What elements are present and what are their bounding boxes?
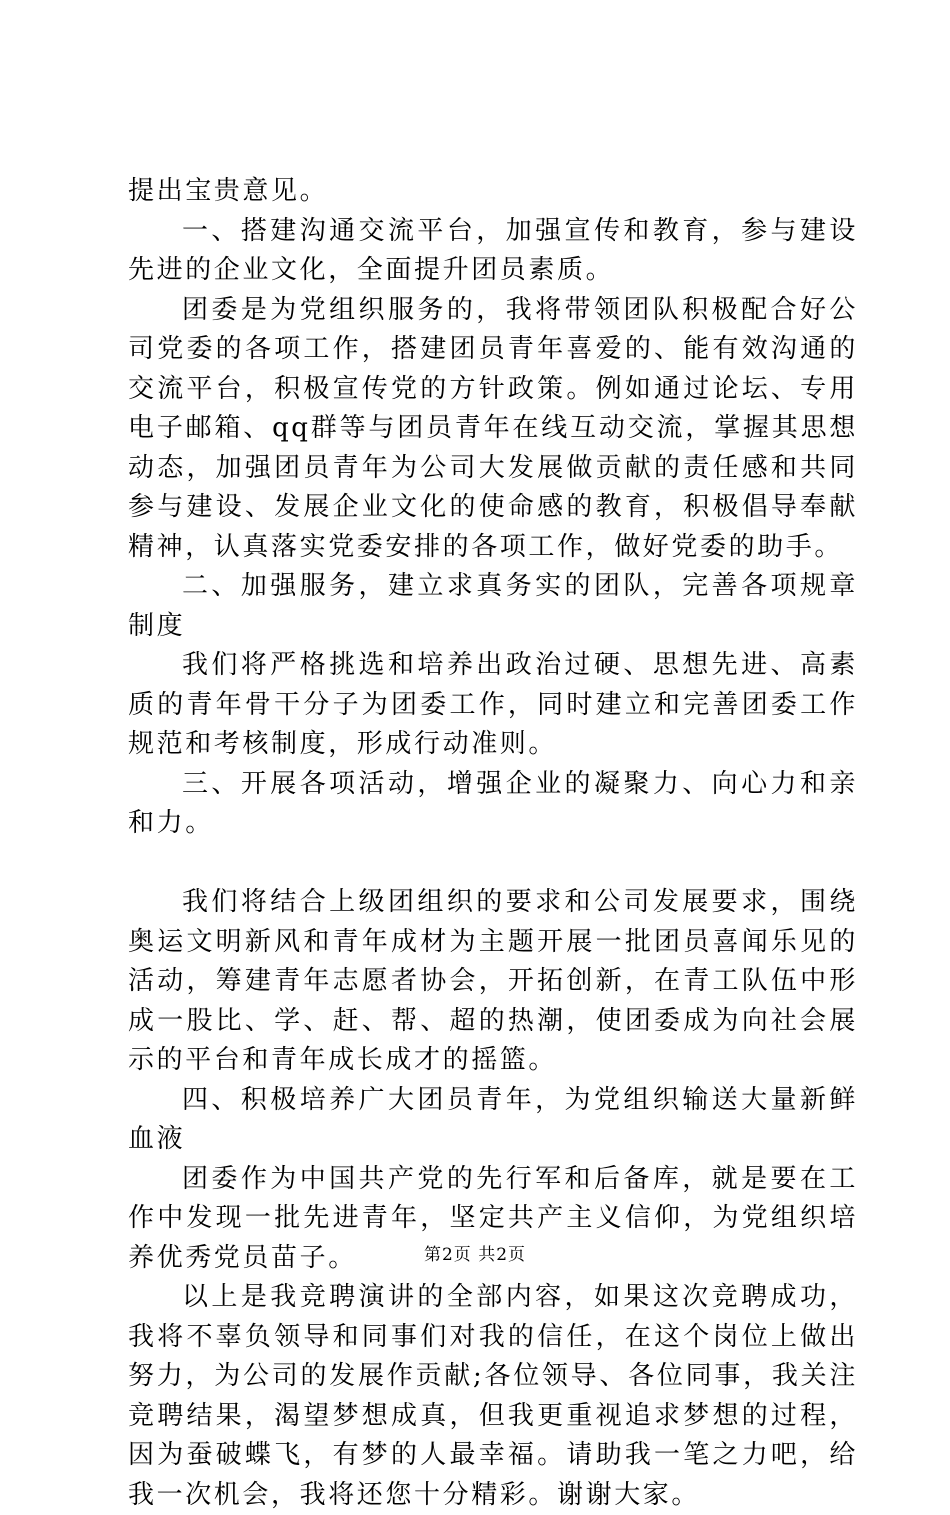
blank-line (128, 844, 858, 884)
paragraph-section-4-body: 团委作为中国共产党的先行军和后备库，就是要在工作中发现一批先进青年，坚定共产主义信仰，为党组织培养优秀党员苗子。 (128, 1163, 858, 1273)
section-heading-3: 三、开展各项活动，增强企业的凝聚力、向心力和亲和力。 (128, 768, 858, 838)
section-heading-2: 二、加强服务，建立求真务实的团队，完善各项规章制度 (128, 571, 858, 641)
page-footer: 第2页 共2页 (423, 1245, 527, 1265)
section-heading-1: 一、搭建沟通交流平台，加强宣传和教育，参与建设先进的企业文化，全面提升团员素质。 (128, 215, 858, 285)
paragraph-closing: 以上是我竞聘演讲的全部内容，如果这次竞聘成功，我将不辜负领导和同事们对我的信任，在这个岗位上做出努力，为公司的发展作贡献;各位领导、各位同事，我关注竞聘结果，渴望梦想成真，但我更重视追求梦想的过程，因为蚕破蝶飞，有梦的人最幸福。请助我一笔之力吧，给我一次机会，我将还您十分精彩。谢谢大家。 (128, 1282, 858, 1510)
document-body (128, 172, 858, 1515)
paragraph-section-2-body: 我们将严格挑选和培养出政治过硬、思想先进、高素质的青年骨干分子为团委工作，同时建立和完善团委工作规范和考核制度，形成行动准则。 (128, 650, 858, 759)
section-heading-4: 四、积极培养广大团员青年，为党组织输送大量新鲜血液 (128, 1084, 858, 1154)
paragraph-section-1-body: 团委是为党组织服务的，我将带领团队积极配合好公司党委的各项工作，搭建团员青年喜爱的、能有效沟通的交流平台，积极宣传党的方针政策。例如通过论坛、专用电子邮箱、qq群等与团员青年在线互动交流，掌握其思想动态，加强团员青年为公司大发展做贡献的责任感和共同参与建设、发展企业文化的使命感的教育，积极倡导奉献精神，认真落实党委安排的各项工作，做好党委的助手。 (128, 294, 858, 562)
paragraph-section-3-body: 我们将结合上级团组织的要求和公司发展要求，围绕奥运文明新风和青年成材为主题开展一批团员喜闻乐见的活动，筹建青年志愿者协会，开拓创新，在青工队伍中形成一股比、学、赶、帮、超的热潮，使团委成为向社会展示的平台和青年成长成才的摇篮。 (128, 887, 858, 1075)
paragraph-continuation: 提出宝贵意见。 (128, 176, 329, 206)
